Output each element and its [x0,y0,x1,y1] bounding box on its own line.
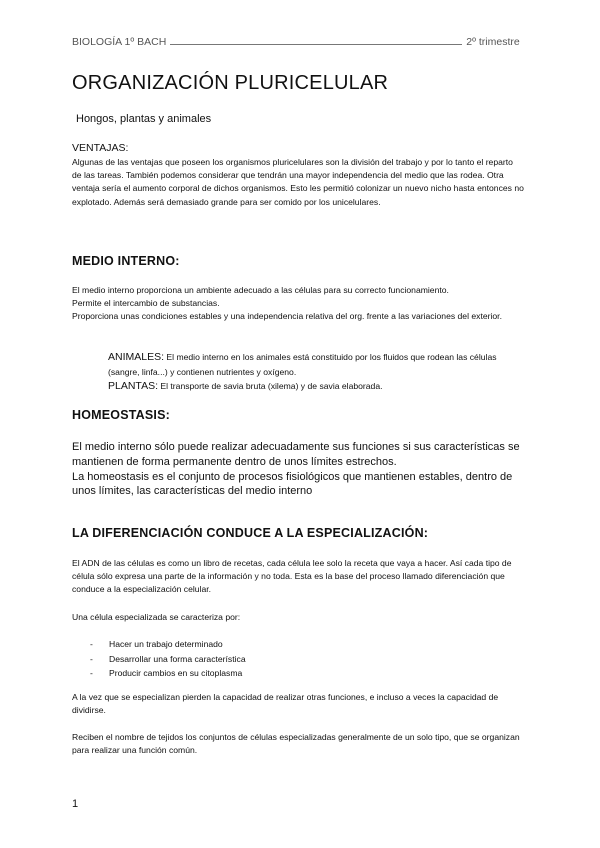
list-item [90,666,246,681]
diferenciacion-p3 [72,691,524,717]
page-number: 1 [72,798,79,810]
medio-interno-heading: MEDIO INTERNO: [72,254,180,268]
animales-label: ANIMALES: [108,351,165,363]
diferenciacion-p4 [72,731,524,757]
medio-interno-line: Proporciona unas condiciones estables y una independencia relativa del org. frente a las variaciones del exterior. [72,311,502,322]
diferenciacion-p1 [72,557,524,597]
homeostasis-paragraph: La homeostasis es el conjunto de procesos fisiológicos que mantienen estables, dentro de unos límites, las características del medio interno [72,470,513,498]
diferenciacion-paragraph: Una célula especializada se caracteriza por: [72,612,241,622]
ventajas-label: VENTAJAS: [72,142,129,154]
list-item-text: Producir cambios en su citoplasma [109,668,243,679]
page-header [72,36,524,48]
homeostasis-heading: HOMEOSTASIS: [72,408,171,422]
diferenciacion-heading: LA DIFERENCIACIÓN CONDUCE A LA ESPECIALIZACIÓN: [72,526,429,540]
plantas-block [108,379,528,394]
homeostasis-paragraph: El medio interno sólo puede realizar adecuadamente sus funciones si sus características se mantienen de forma permanente dentro de unos límites estrechos. [72,441,520,468]
plantas-label: PLANTAS: [108,380,158,392]
caracteristicas-list [90,637,246,681]
ventajas-paragraph: Algunas de las ventajas que poseen los organismos pluricelulares son la división del trabajo y por lo tanto el reparto de las tareas. También podemos considerar que tendrán una mayor independencia del medio que las rodea. Otra ventaja sería el aumento corporal de dichos organismos. Esto les permitió colonizar un nuevo nicho hasta entonces no explotado. Además será demasiado grande para ser comido por los unicelulares. [72,157,524,207]
header-rule [170,36,462,45]
animales-text: El medio interno en los animales está constituido por los fluidos que rodean las células (sangre, linfa...) y contienen nutrientes y oxígeno. [108,352,497,377]
list-item-text: Hacer un trabajo determinado [109,639,223,649]
diferenciacion-paragraph: A la vez que se especializan pierden la capacidad de realizar otras funciones, e incluso a veces la capacidad de dividirse. [72,692,499,716]
animales-block [108,350,528,379]
header-term: 2º trimestre [466,36,520,48]
list-item [90,652,246,667]
page-subtitle: Hongos, plantas y animales [76,113,212,125]
list-item-text: Desarrollar una forma característica [109,653,246,664]
list-marker: - [90,668,93,679]
diferenciacion-p2 [72,611,524,624]
list-item [90,637,246,652]
list-marker: - [90,639,93,649]
medio-interno-text [72,284,524,324]
page-title: ORGANIZACIÓN PLURICELULAR [72,72,389,94]
homeostasis-text [72,440,528,499]
ventajas-text [72,156,524,209]
diferenciacion-paragraph: Reciben el nombre de tejidos los conjuntos de células especializadas generalmente de un solo tipo, que se organizan para realizar una función común. [72,732,520,756]
plantas-text: El transporte de savia bruta (xilema) y de savia elaborada. [158,381,383,391]
medio-interno-line: Permite el intercambio de substancias. [72,298,220,309]
list-marker: - [90,653,93,664]
header-course: BIOLOGÍA 1º BACH [72,36,167,48]
diferenciacion-paragraph: El ADN de las células es como un libro de recetas, cada célula lee solo la receta que vaya a hacer. Así cada tipo de célula sólo expresa una parte de la información y no toda. Esta es la base del proceso llamado diferenciación que conduce a la especialización celular. [72,558,512,595]
medio-interno-line: El medio interno proporciona un ambiente adecuado a las células para su correcto funcionamiento. [72,285,449,295]
